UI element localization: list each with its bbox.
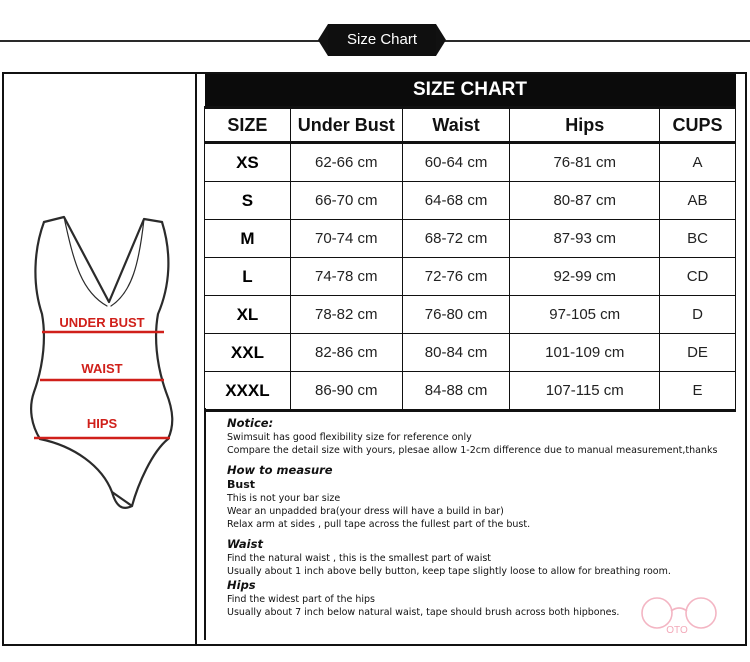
col-hips: Hips: [510, 108, 660, 143]
size-cell: XS: [205, 143, 291, 182]
notice-line: Swimsuit has good flexibility size for reference only: [227, 432, 472, 443]
size-cell: M: [205, 220, 291, 258]
size-cell: XXXL: [205, 372, 291, 411]
hips-cell: 92-99 cm: [510, 258, 660, 296]
table-row: [205, 296, 736, 334]
waist-line-text: Find the natural waist , this is the smallest part of waist: [227, 553, 492, 564]
watermark-text: OTO: [666, 625, 688, 636]
table-row: [205, 182, 736, 220]
cups-cell: DE: [660, 334, 736, 372]
under-bust-cell: 70-74 cm: [290, 220, 402, 258]
notice-heading: Notice:: [227, 416, 274, 430]
col-waist: Waist: [402, 108, 510, 143]
waist-cell: 76-80 cm: [402, 296, 510, 334]
hips-cell: 80-87 cm: [510, 182, 660, 220]
under-bust-cell: 82-86 cm: [290, 334, 402, 372]
waist-cell: 68-72 cm: [402, 220, 510, 258]
hips-heading: Hips: [227, 578, 256, 592]
size-cell: XL: [205, 296, 291, 334]
table-title: SIZE CHART: [205, 74, 736, 108]
waist-label: WAIST: [81, 361, 123, 376]
hips-cell: 87-93 cm: [510, 220, 660, 258]
header-rule-left: [0, 40, 320, 42]
waist-heading: Waist: [227, 537, 263, 551]
cups-cell: D: [660, 296, 736, 334]
table-header-row: [205, 108, 736, 143]
table-row: [205, 143, 736, 182]
waist-cell: 84-88 cm: [402, 372, 510, 411]
hips-cell: 101-109 cm: [510, 334, 660, 372]
under-bust-cell: 74-78 cm: [290, 258, 402, 296]
under-bust-cell: 62-66 cm: [290, 143, 402, 182]
size-cell: S: [205, 182, 291, 220]
waist-cell: 64-68 cm: [402, 182, 510, 220]
bust-line: Relax arm at sides , pull tape across the fullest part of the bust.: [227, 519, 531, 530]
hips-line-text: Find the widest part of the hips: [227, 594, 376, 605]
under-bust-label: UNDER BUST: [59, 315, 145, 330]
cups-cell: BC: [660, 220, 736, 258]
hips-cell: 107-115 cm: [510, 372, 660, 411]
under-bust-cell: 86-90 cm: [290, 372, 402, 411]
table-row: [205, 220, 736, 258]
bust-line: This is not your bar size: [227, 493, 341, 504]
waist-cell: 80-84 cm: [402, 334, 510, 372]
cups-cell: AB: [660, 182, 736, 220]
col-cups: CUPS: [660, 108, 736, 143]
cups-cell: E: [660, 372, 736, 411]
waist-cell: 72-76 cm: [402, 258, 510, 296]
table-row: [205, 372, 736, 411]
header-cap-left: [318, 24, 328, 56]
waist-line-text: Usually about 1 inch above belly button, keep tape slightly loose to allow for breathing room.: [227, 566, 671, 577]
waist-cell: 60-64 cm: [402, 143, 510, 182]
size-cell: XXL: [205, 334, 291, 372]
under-bust-cell: 78-82 cm: [290, 296, 402, 334]
bust-line: Wear an unpadded bra(your dress will have a build in bar): [227, 506, 504, 517]
size-cell: L: [205, 258, 291, 296]
how-to-measure-heading: How to measure: [227, 463, 333, 477]
size-chart-badge: Size Chart: [328, 24, 436, 56]
header-rule-right: [444, 40, 750, 42]
header-cap-right: [436, 24, 446, 56]
swimsuit-diagram-panel: [4, 74, 197, 644]
col-size: SIZE: [205, 108, 291, 143]
hips-cell: 97-105 cm: [510, 296, 660, 334]
swimsuit-diagram: [4, 74, 193, 644]
notice-line: Compare the detail size with yours, plesae allow 1-2cm difference due to manual measurement,thanks: [227, 445, 718, 456]
hips-label: HIPS: [86, 416, 118, 431]
cups-cell: CD: [660, 258, 736, 296]
table-row: [205, 258, 736, 296]
hips-line-text: Usually about 7 inch below natural waist, tape should brush across both hipbones.: [227, 607, 620, 618]
col-under-bust: Under Bust: [290, 108, 402, 143]
bust-heading: Bust: [227, 478, 256, 491]
table-row: [205, 334, 736, 372]
size-chart-table: [204, 74, 736, 412]
cups-cell: A: [660, 143, 736, 182]
hips-cell: 76-81 cm: [510, 143, 660, 182]
watermark-logo: [633, 589, 723, 637]
under-bust-cell: 66-70 cm: [290, 182, 402, 220]
